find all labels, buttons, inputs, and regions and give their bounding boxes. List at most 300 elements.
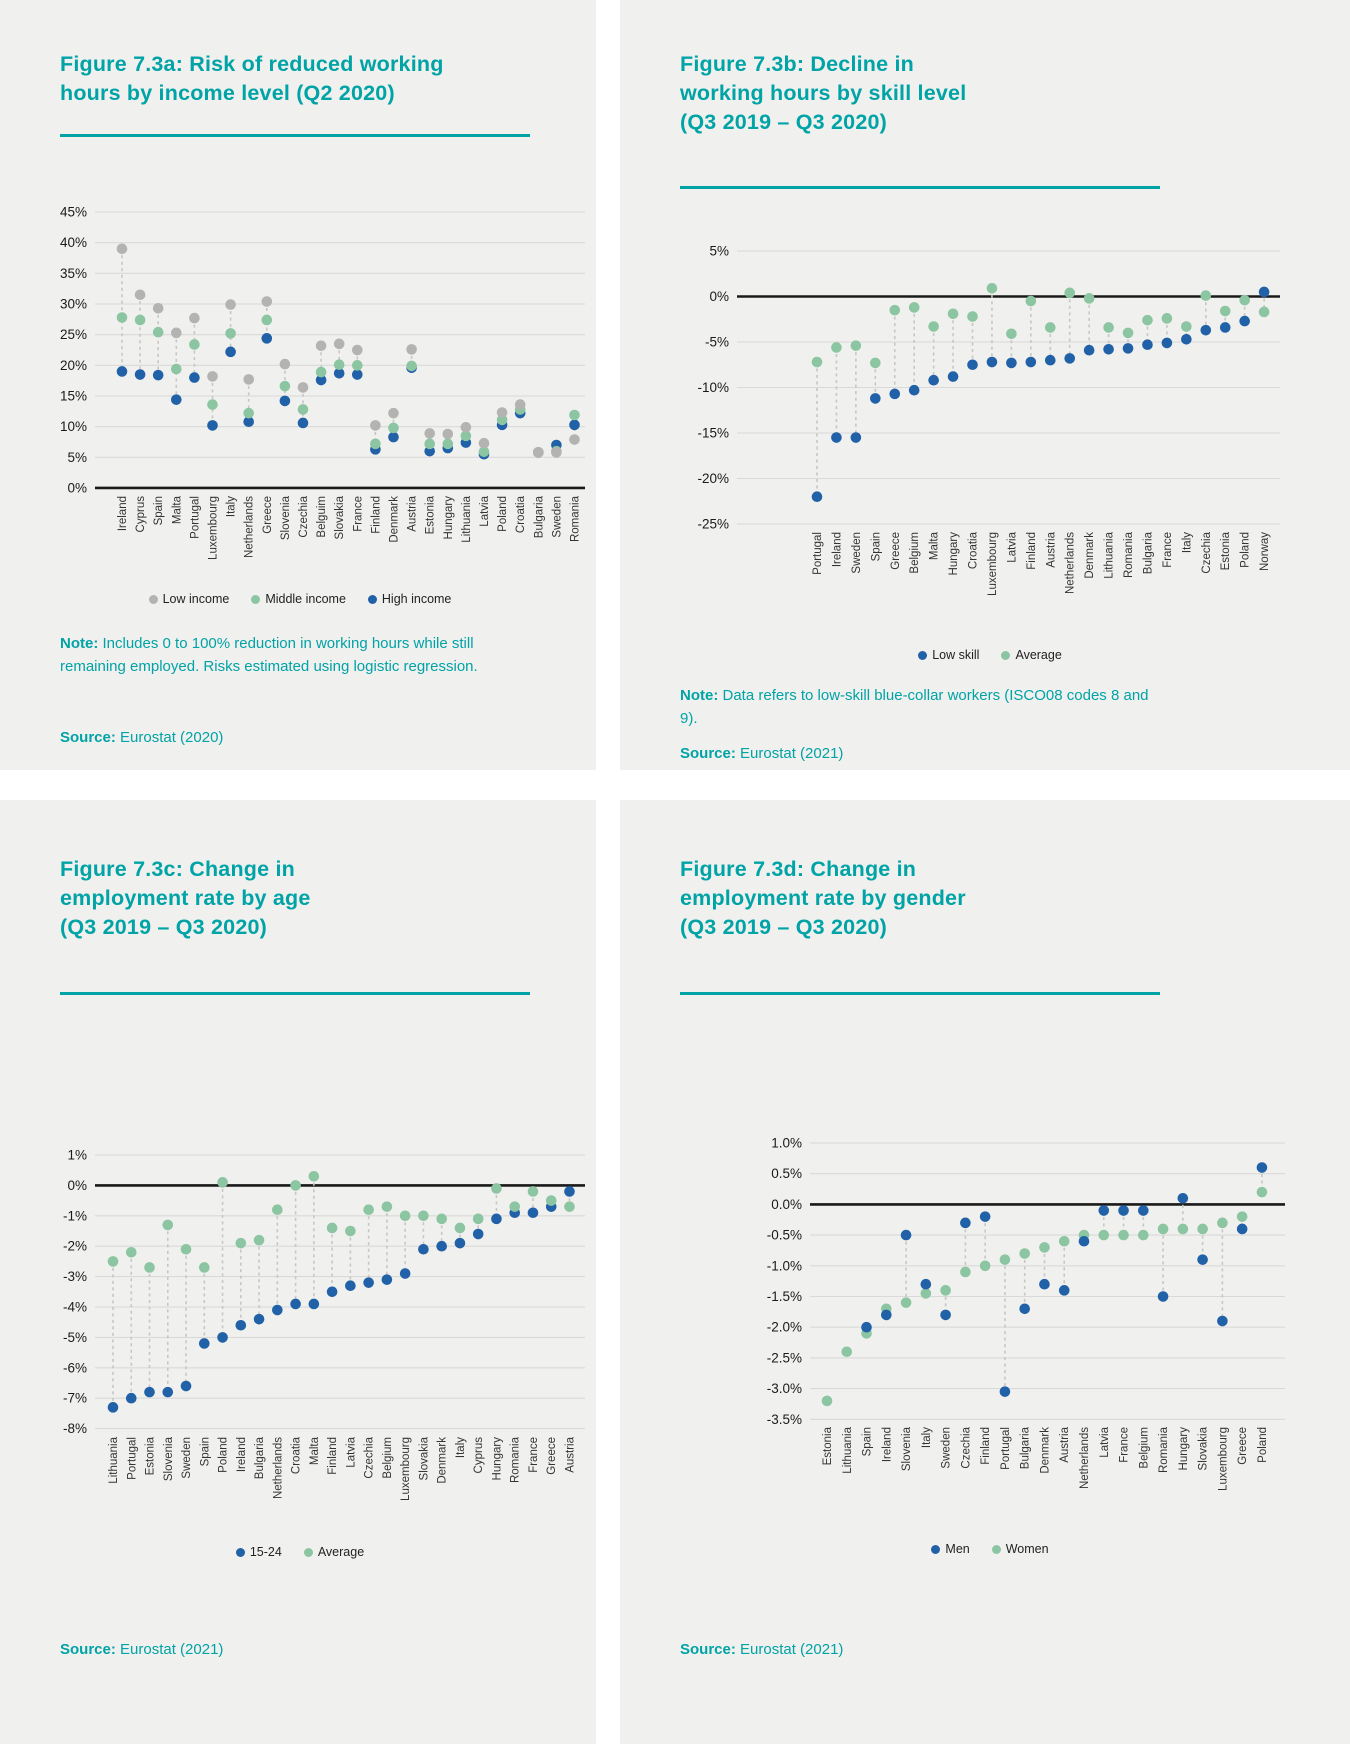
note-text: Data refers to low-skill blue-collar workers (ISCO08 codes 8 and 9). <box>680 687 1149 728</box>
data-point <box>225 347 236 358</box>
legend-dot-icon <box>304 1548 313 1557</box>
data-point <box>424 439 435 450</box>
y-axis-tick-label: -2.5% <box>766 1350 802 1366</box>
title-line: Figure 7.3a: Risk of reduced working <box>60 52 444 76</box>
y-axis-tick-label: -25% <box>697 516 729 532</box>
data-point <box>1237 1224 1248 1235</box>
data-point <box>1178 1193 1189 1204</box>
data-point <box>1197 1254 1208 1265</box>
x-axis-country-label: Greece <box>261 496 274 534</box>
x-axis-country-label: Sweden <box>551 496 564 538</box>
note-7-3b <box>680 684 1150 731</box>
data-point <box>363 1277 374 1288</box>
data-point <box>987 357 998 368</box>
title-line: working hours by skill level <box>680 81 967 105</box>
data-point <box>436 1241 447 1252</box>
data-point <box>236 1320 247 1331</box>
y-axis-tick-label: -7% <box>62 1390 87 1406</box>
x-axis-country-label: Belguim <box>316 496 329 538</box>
x-axis-country-label: Italy <box>920 1427 933 1449</box>
data-point <box>171 394 182 405</box>
data-point <box>889 389 900 400</box>
x-axis-country-label: Ireland <box>881 1427 894 1463</box>
data-point <box>280 396 291 407</box>
data-point <box>851 340 862 351</box>
x-axis-country-label: Netherlands <box>243 496 256 559</box>
x-axis-country-label: Netherlands <box>1079 1427 1092 1490</box>
note-text: Includes 0 to 100% reduction in working hours while still remaining employed. Risks estimated using logistic regression. <box>60 635 478 676</box>
data-point <box>1142 339 1153 350</box>
x-axis-country-label: Malta <box>308 1437 321 1466</box>
data-point <box>1138 1205 1149 1216</box>
data-point <box>1259 287 1270 298</box>
x-axis-country-label: Sweden <box>850 532 863 574</box>
data-point <box>181 1244 192 1255</box>
data-point <box>207 371 218 382</box>
data-point <box>217 1332 228 1343</box>
data-point <box>546 1195 557 1206</box>
data-point <box>280 359 291 370</box>
data-point <box>1237 1211 1248 1222</box>
x-axis-country-label: France <box>352 496 365 532</box>
y-axis-tick-label: 30% <box>59 296 87 312</box>
data-point <box>153 370 164 381</box>
data-point <box>217 1177 228 1188</box>
figure-7-3a-title <box>60 50 444 108</box>
x-axis-country-label: Hungary <box>442 496 455 540</box>
legend-item <box>992 1542 1049 1556</box>
data-point <box>162 1387 173 1398</box>
data-point <box>382 1201 393 1212</box>
data-point <box>870 358 881 369</box>
data-point <box>1006 329 1017 340</box>
x-axis-country-label: Ireland <box>235 1437 248 1473</box>
data-point <box>225 328 236 339</box>
legend-label: Average <box>317 1545 365 1559</box>
data-point <box>515 399 526 410</box>
legend-label: 15-24 <box>249 1545 282 1559</box>
legend-label: Low skill <box>932 648 980 662</box>
x-axis-country-label: Czechia <box>363 1437 376 1479</box>
figure-7-3b-title <box>680 50 966 137</box>
x-axis-country-label: Slovakia <box>1197 1427 1210 1471</box>
legend-item <box>149 592 230 606</box>
title-line: Figure 7.3c: Change in <box>60 857 295 881</box>
legend-dot-icon <box>931 1545 940 1554</box>
data-point <box>831 342 842 353</box>
data-point <box>171 328 182 339</box>
title-underline <box>60 992 530 995</box>
legend-label: High income <box>381 592 452 606</box>
data-point <box>987 283 998 294</box>
title-underline <box>60 134 530 137</box>
data-point <box>1064 288 1075 299</box>
data-point <box>1257 1162 1268 1173</box>
data-point <box>1257 1187 1268 1198</box>
legend-item <box>918 648 979 662</box>
data-point <box>479 438 490 449</box>
data-point <box>436 1214 447 1225</box>
data-point <box>528 1186 539 1197</box>
data-point <box>967 311 978 322</box>
data-point <box>262 296 273 307</box>
data-point <box>921 1279 932 1290</box>
x-axis-country-label: Austria <box>1045 532 1058 568</box>
data-point <box>1039 1279 1050 1290</box>
data-point <box>262 333 273 344</box>
x-axis-country-label: France <box>527 1437 540 1473</box>
data-point <box>901 1297 912 1308</box>
y-axis-tick-label: -4% <box>62 1299 87 1315</box>
data-point <box>443 429 454 440</box>
x-axis-country-label: Romania <box>1158 1427 1171 1474</box>
data-point <box>418 1244 429 1255</box>
x-axis-country-label: Lithuania <box>460 496 473 543</box>
data-point <box>363 1204 374 1215</box>
x-axis-country-label: Hungary <box>948 532 961 576</box>
data-point <box>851 432 862 443</box>
y-axis-tick-label: -6% <box>62 1360 87 1376</box>
y-axis-tick-label: -2% <box>62 1238 87 1254</box>
data-point <box>551 447 562 458</box>
data-point <box>1039 1242 1050 1253</box>
x-axis-country-label: Estonia <box>144 1437 157 1476</box>
data-point <box>272 1305 283 1316</box>
x-axis-country-label: Finland <box>1025 532 1038 570</box>
x-axis-country-label: Estonia <box>1220 532 1233 571</box>
data-point <box>207 420 218 431</box>
data-point <box>243 408 254 419</box>
data-point <box>352 345 363 356</box>
y-axis-tick-label: -3% <box>62 1269 87 1285</box>
data-point <box>1239 316 1250 327</box>
data-point <box>290 1299 301 1310</box>
x-axis-country-label: Hungary <box>491 1437 504 1481</box>
data-point <box>1181 321 1192 332</box>
x-axis-country-label: Bulgaria <box>533 496 546 539</box>
x-axis-country-label: Denmark <box>1039 1427 1052 1474</box>
x-axis-country-label: Lithuania <box>1103 532 1116 579</box>
data-point <box>881 1310 892 1321</box>
data-point <box>967 359 978 370</box>
data-point <box>1197 1224 1208 1235</box>
legend-dot-icon <box>149 595 158 604</box>
x-axis-country-label: Austria <box>564 1437 577 1473</box>
data-point <box>960 1218 971 1229</box>
legend-item <box>236 1545 282 1559</box>
data-point <box>1239 295 1250 306</box>
figure-7-3d-title <box>680 855 966 942</box>
x-axis-country-label: Sweden <box>181 1437 194 1479</box>
y-axis-tick-label: 5% <box>709 243 729 259</box>
data-point <box>117 243 128 254</box>
data-point <box>171 364 182 375</box>
legend-dot-icon <box>918 651 927 660</box>
data-point <box>1123 343 1134 354</box>
data-point <box>901 1230 912 1241</box>
x-axis-country-label: Slovenia <box>901 1427 914 1472</box>
x-axis-country-label: Croatia <box>967 532 980 570</box>
data-point <box>1019 1303 1030 1314</box>
data-point <box>564 1186 575 1197</box>
data-point <box>199 1338 210 1349</box>
x-axis-country-label: Croatia <box>290 1437 303 1475</box>
x-axis-country-label: Ireland <box>117 496 129 532</box>
data-point <box>117 366 128 377</box>
data-point <box>1084 293 1095 304</box>
data-point <box>1220 306 1231 317</box>
data-point <box>1045 355 1056 366</box>
x-axis-country-label: Spain <box>861 1427 874 1457</box>
data-point <box>272 1204 283 1215</box>
y-axis-tick-label: 40% <box>59 235 87 251</box>
source-text: Eurostat (2021) <box>740 745 844 762</box>
y-axis-tick-label: 20% <box>59 357 87 373</box>
x-axis-country-label: Austria <box>1059 1427 1072 1463</box>
data-point <box>370 439 381 450</box>
data-point <box>509 1201 520 1212</box>
x-axis-country-label: Latvia <box>345 1437 358 1468</box>
data-point <box>928 375 939 386</box>
x-axis-country-label: Denmark <box>1084 532 1097 579</box>
data-point <box>1220 322 1231 333</box>
x-axis-country-label: Romania <box>1123 532 1136 579</box>
x-axis-country-label: France <box>1118 1427 1131 1463</box>
data-point <box>870 393 881 404</box>
data-point <box>443 439 454 450</box>
legend-label: Middle income <box>265 592 346 606</box>
data-point <box>189 372 200 383</box>
data-point <box>144 1387 155 1398</box>
source-text: Eurostat (2021) <box>120 1641 224 1658</box>
data-point <box>126 1393 137 1404</box>
y-axis-tick-label: -1.5% <box>766 1289 802 1304</box>
data-point <box>298 382 309 393</box>
x-axis-country-label: Cyprus <box>135 496 148 533</box>
data-point <box>921 1288 932 1299</box>
data-point <box>189 313 200 324</box>
source-label: Source: <box>60 729 116 746</box>
data-point <box>108 1402 119 1413</box>
data-point <box>1158 1291 1169 1302</box>
data-point <box>1103 344 1114 355</box>
data-point <box>473 1229 484 1240</box>
note-7-3a <box>60 632 500 679</box>
data-point <box>948 371 959 382</box>
x-axis-country-label: Lithuania <box>108 1437 120 1484</box>
x-axis-country-label: Estonia <box>424 496 437 535</box>
data-point <box>424 428 435 439</box>
x-axis-country-label: Greece <box>546 1437 559 1475</box>
data-point <box>345 1280 356 1291</box>
y-axis-tick-label: -3.5% <box>766 1411 802 1427</box>
data-point <box>388 423 399 434</box>
data-point <box>1118 1205 1129 1216</box>
data-point <box>345 1226 356 1237</box>
data-point <box>822 1396 833 1407</box>
data-point <box>254 1235 265 1246</box>
legend-dot-icon <box>251 595 260 604</box>
x-axis-country-label: Poland <box>1256 1427 1269 1463</box>
data-point <box>455 1238 466 1249</box>
data-point <box>491 1214 502 1225</box>
legend-dot-icon <box>992 1545 1001 1554</box>
legend-item <box>931 1542 969 1556</box>
note-label: Note: <box>680 687 719 704</box>
x-axis-country-label: Finland <box>980 1427 993 1465</box>
data-point <box>1059 1236 1070 1247</box>
x-axis-country-label: Greece <box>1237 1427 1250 1465</box>
x-axis-country-label: Cyprus <box>473 1437 486 1474</box>
y-axis-tick-label: 0% <box>67 480 87 496</box>
data-point <box>153 303 164 314</box>
data-point <box>388 408 399 419</box>
data-point <box>569 420 580 431</box>
y-axis-tick-label: 15% <box>59 388 87 404</box>
y-axis-tick-label: 1% <box>67 1147 87 1163</box>
data-point <box>309 1171 320 1182</box>
data-point <box>1123 328 1134 339</box>
x-axis-country-label: Italy <box>225 496 238 518</box>
y-axis-tick-label: 10% <box>59 419 87 435</box>
data-point <box>144 1262 155 1273</box>
data-point <box>909 385 920 396</box>
x-axis-country-label: Netherlands <box>1064 532 1077 595</box>
data-point <box>162 1220 173 1231</box>
x-axis-country-label: Portugal <box>126 1437 139 1480</box>
data-point <box>533 447 544 458</box>
data-point <box>940 1310 951 1321</box>
data-point <box>400 1268 411 1279</box>
title-line: Figure 7.3d: Change in <box>680 857 917 881</box>
x-axis-country-label: Greece <box>889 532 902 570</box>
legend-label: Men <box>945 1542 970 1556</box>
data-point <box>406 344 417 355</box>
data-point <box>980 1211 991 1222</box>
x-axis-country-label: Belgium <box>381 1437 394 1479</box>
source-label: Source: <box>680 745 736 762</box>
data-point <box>1059 1285 1070 1296</box>
x-axis-country-label: Sweden <box>940 1427 953 1469</box>
data-point <box>1006 358 1017 369</box>
x-axis-country-label: Czechia <box>960 1427 973 1469</box>
source-7-3a <box>60 726 223 749</box>
data-point <box>334 359 345 370</box>
x-axis-country-label: Czechia <box>298 496 310 538</box>
data-point <box>316 340 327 351</box>
data-point <box>243 374 254 385</box>
data-point <box>1162 338 1173 349</box>
x-axis-country-label: Spain <box>199 1437 212 1467</box>
x-axis-country-label: Luxembourg <box>986 532 999 596</box>
x-axis-country-label: Croatia <box>515 496 528 534</box>
data-point <box>1045 322 1056 333</box>
figure-7-3c-title <box>60 855 311 942</box>
y-axis-tick-label: 0% <box>67 1177 87 1193</box>
data-point <box>225 299 236 310</box>
x-axis-country-label: Italy <box>454 1437 467 1459</box>
y-axis-tick-label: 1.0% <box>771 1135 802 1151</box>
y-axis-tick-label: 45% <box>59 204 87 220</box>
source-label: Source: <box>680 1641 736 1658</box>
legend-label: Low income <box>162 592 230 606</box>
x-axis-country-label: Latvia <box>1098 1427 1111 1458</box>
data-point <box>831 432 842 443</box>
x-axis-country-label: Spain <box>870 532 883 562</box>
data-point <box>473 1214 484 1225</box>
y-axis-tick-label: 0.0% <box>771 1196 802 1212</box>
x-axis-country-label: Portugal <box>812 532 824 575</box>
data-point <box>1019 1248 1030 1259</box>
x-axis-country-label: France <box>1161 532 1174 568</box>
data-point <box>327 1287 338 1298</box>
data-point <box>280 381 291 392</box>
data-point <box>290 1180 301 1191</box>
legend-dot-icon <box>1001 651 1010 660</box>
x-axis-country-label: Netherlands <box>272 1437 285 1500</box>
data-point <box>1079 1236 1090 1247</box>
legend-item <box>304 1545 364 1559</box>
data-point <box>352 360 363 371</box>
x-axis-country-label: Slovenia <box>162 1437 175 1482</box>
x-axis-country-label: Poland <box>1239 532 1252 568</box>
data-point <box>1181 334 1192 345</box>
data-point <box>960 1267 971 1278</box>
data-point <box>461 422 472 433</box>
data-point <box>569 434 580 445</box>
x-axis-country-label: Spain <box>153 496 166 526</box>
data-point <box>497 407 508 418</box>
data-point <box>928 321 939 332</box>
data-point <box>1162 313 1173 324</box>
data-point <box>861 1322 872 1333</box>
data-point <box>1142 315 1153 326</box>
data-point <box>889 305 900 316</box>
x-axis-country-label: Luxembourg <box>207 496 220 560</box>
x-axis-country-label: Romania <box>569 496 582 543</box>
data-point <box>135 289 146 300</box>
x-axis-country-label: Portugal <box>999 1427 1012 1470</box>
data-point <box>812 491 823 502</box>
data-point <box>980 1261 991 1272</box>
data-point <box>382 1274 393 1285</box>
data-point <box>812 357 823 368</box>
data-point <box>1178 1224 1189 1235</box>
legend-skill <box>740 648 1240 662</box>
data-point <box>352 369 363 380</box>
data-point <box>455 1223 466 1234</box>
y-axis-tick-label: -2.0% <box>766 1319 802 1335</box>
data-point <box>569 410 580 421</box>
data-point <box>298 404 309 415</box>
data-point <box>1201 325 1212 336</box>
title-underline <box>680 186 1160 189</box>
data-point <box>199 1262 210 1273</box>
data-point <box>262 315 273 326</box>
x-axis-country-label: Malta <box>928 532 941 561</box>
x-axis-country-label: Latvia <box>479 496 491 527</box>
y-axis-tick-label: -3.0% <box>766 1381 802 1397</box>
dot-plot-income <box>55 165 590 580</box>
legend-item <box>251 592 346 606</box>
x-axis-country-label: Norway <box>1259 532 1272 571</box>
x-axis-country-label: Czechia <box>1200 532 1213 574</box>
data-point <box>1064 353 1075 364</box>
title-line: (Q3 2019 – Q3 2020) <box>680 915 887 939</box>
data-point <box>1217 1316 1228 1327</box>
data-point <box>841 1346 852 1357</box>
x-axis-country-label: Slovakia <box>334 496 347 540</box>
